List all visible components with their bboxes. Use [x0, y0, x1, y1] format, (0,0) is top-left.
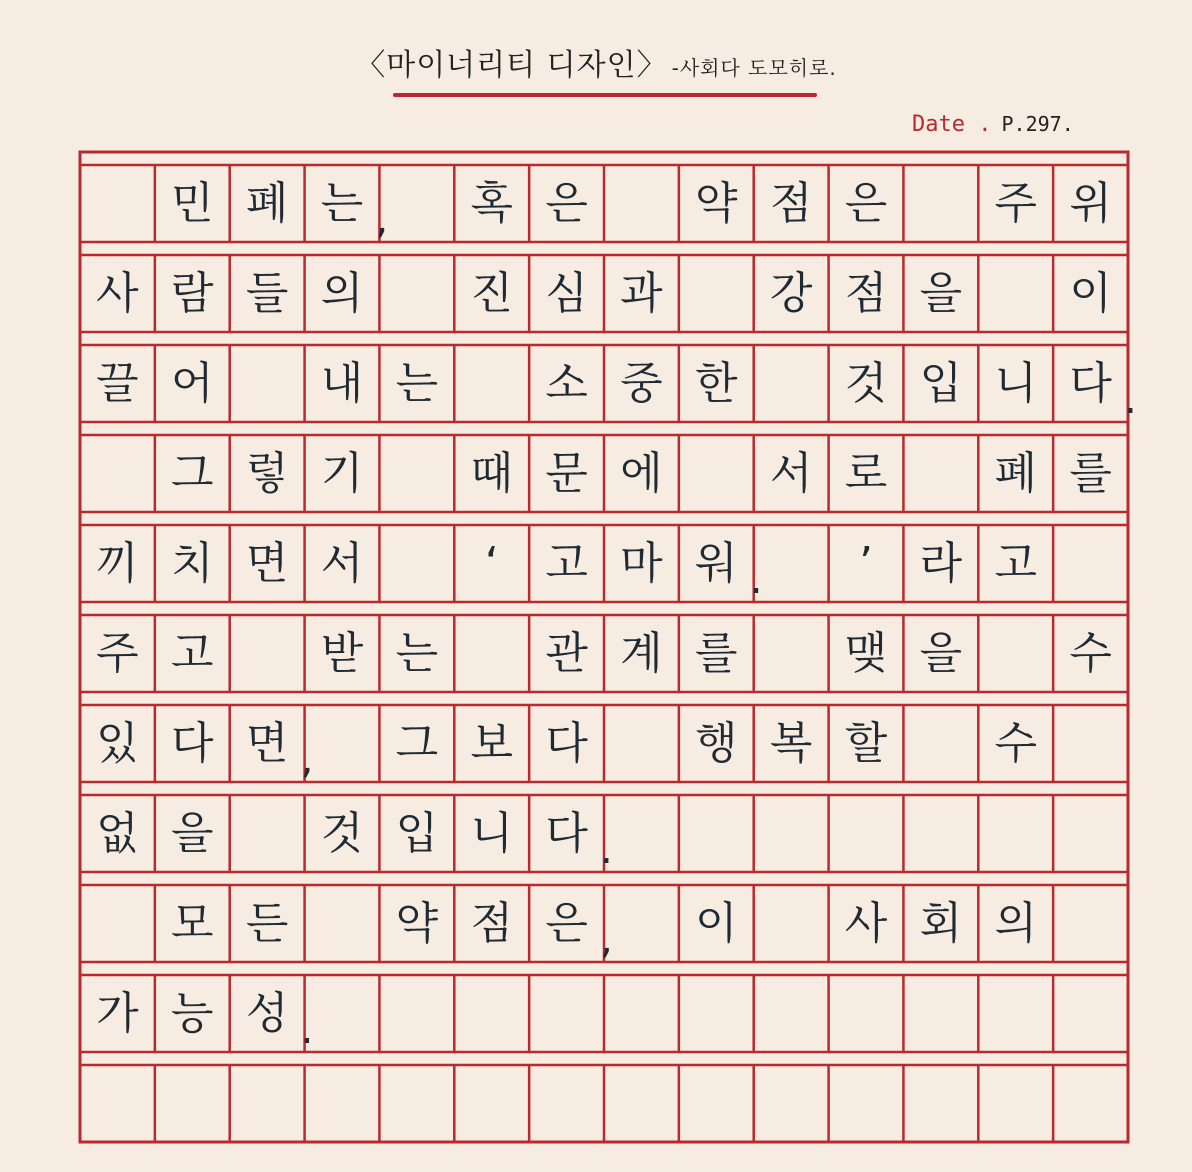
date-label: Date . [912, 112, 992, 137]
manuscript-char: 수 [1069, 628, 1112, 679]
manuscript-char: 점 [470, 898, 513, 949]
manuscript-char: 그 [395, 718, 439, 769]
manuscript-char: 들 [245, 268, 289, 319]
manuscript-char: 든 [245, 898, 289, 949]
manuscript-char: 주 [994, 178, 1037, 229]
manuscript-char: 그 [171, 448, 214, 499]
manuscript-char: 는 [320, 178, 364, 229]
manuscript-char: 는 [395, 358, 439, 409]
manuscript-punct: . [1124, 377, 1137, 423]
manuscript-char: 입 [919, 358, 963, 409]
manuscript-char: 다 [545, 808, 588, 859]
manuscript-char: 계 [620, 628, 663, 679]
manuscript-char: 문 [545, 448, 588, 499]
manuscript-char: 다 [171, 718, 214, 769]
manuscript-char: 복 [769, 718, 813, 769]
manuscript-char: 약 [695, 178, 738, 229]
manuscript-char: 서 [320, 538, 364, 589]
manuscript-char: 렇 [245, 448, 289, 499]
manuscript-char: 입 [395, 808, 439, 859]
manuscript-char: 과 [620, 268, 663, 319]
manuscript-char: 할 [844, 718, 888, 769]
manuscript-char: 것 [320, 808, 364, 859]
manuscript-char: 주 [96, 628, 139, 679]
manuscript-char: 수 [994, 718, 1037, 769]
manuscript-punct: , [300, 737, 314, 783]
manuscript-char: 없 [96, 808, 139, 859]
manuscript-char: 의 [320, 268, 364, 319]
manuscript-char: 회 [919, 898, 963, 949]
manuscript-char: 를 [695, 628, 738, 679]
manuscript-char: 이 [695, 898, 738, 949]
manuscript-char: ’ [859, 538, 873, 589]
manuscript-char: 는 [395, 628, 439, 679]
book-author: -사회다 도모히로. [671, 56, 837, 80]
manuscript-punct: , [600, 917, 613, 963]
manuscript-char: 가 [96, 988, 139, 1039]
manuscript-char: 을 [919, 628, 963, 679]
manuscript-char: 받 [320, 628, 364, 679]
manuscript-char: 행 [695, 718, 738, 769]
manuscript-char: 기 [320, 448, 364, 499]
manuscript-char: 점 [844, 268, 888, 319]
manuscript-char: 한 [695, 358, 738, 409]
manuscript-char: 중 [620, 358, 663, 409]
manuscript-char: 은 [545, 898, 588, 949]
manuscript-char: 혹 [470, 178, 513, 229]
manuscript-char: 를 [1069, 448, 1112, 499]
manuscript-char: 로 [844, 448, 888, 499]
manuscript-char: 워 [695, 538, 738, 589]
manuscript-char: 능 [171, 988, 214, 1039]
manuscript-char: 맺 [844, 628, 888, 679]
manuscript-char: 약 [395, 898, 439, 949]
manuscript-char: 다 [545, 718, 588, 769]
manuscript-char: 면 [245, 538, 289, 589]
manuscript-char: 니 [994, 358, 1037, 409]
date-value: P.297. [1001, 112, 1074, 136]
manuscript-char: 보 [470, 718, 513, 769]
manuscript-char: 진 [470, 268, 513, 319]
manuscript-char: 을 [171, 808, 214, 859]
manuscript-char: 끼 [96, 538, 139, 589]
manuscript-punct: . [749, 557, 763, 603]
manuscript-char: 마 [620, 538, 663, 589]
manuscript-char: 있 [96, 718, 139, 769]
manuscript-char: 강 [769, 268, 813, 319]
manuscript-char: 심 [545, 268, 588, 319]
manuscript-char: 은 [844, 178, 888, 229]
manuscript-char: 을 [919, 268, 963, 319]
manuscript-char: 에 [620, 448, 663, 499]
manuscript-char: 점 [769, 178, 813, 229]
manuscript-char: 것 [844, 358, 888, 409]
manuscript-char: 때 [470, 448, 513, 499]
manuscript-char: ‘ [484, 538, 499, 589]
manuscript-char: 고 [994, 538, 1037, 589]
manuscript-char: 니 [470, 808, 513, 859]
manuscript-char: 의 [994, 898, 1037, 949]
manuscript-char: 끌 [96, 358, 139, 409]
manuscript-char: 고 [171, 628, 214, 679]
manuscript-char: 폐 [994, 448, 1037, 499]
manuscript-char: 사 [844, 898, 888, 949]
manuscript-char: 관 [545, 628, 588, 679]
manuscript-char: 성 [245, 988, 289, 1039]
manuscript-char: 폐 [245, 178, 289, 229]
manuscript-char: 위 [1069, 178, 1112, 229]
manuscript-char: 고 [545, 538, 588, 589]
manuscript-char: 어 [171, 358, 214, 409]
manuscript-punct: . [600, 827, 613, 873]
manuscript-char: 람 [171, 268, 214, 319]
book-title: 〈마이너리티 디자인〉 [355, 48, 668, 83]
manuscript-char: 민 [171, 178, 214, 229]
manuscript-char: 라 [919, 538, 963, 589]
manuscript-char: 사 [96, 268, 139, 319]
manuscript-char: 은 [545, 178, 588, 229]
manuscript-char: 소 [545, 358, 588, 409]
manuscript-punct: . [300, 1007, 314, 1053]
manuscript-punct: , [375, 197, 389, 243]
manuscript-char: 이 [1069, 268, 1112, 319]
manuscript-char: 서 [769, 448, 813, 499]
manuscript-char: 다 [1069, 358, 1112, 409]
manuscript-char: 치 [171, 538, 214, 589]
manuscript-char: 면 [245, 718, 289, 769]
manuscript-char: 내 [320, 358, 364, 409]
manuscript-char: 모 [171, 898, 214, 949]
